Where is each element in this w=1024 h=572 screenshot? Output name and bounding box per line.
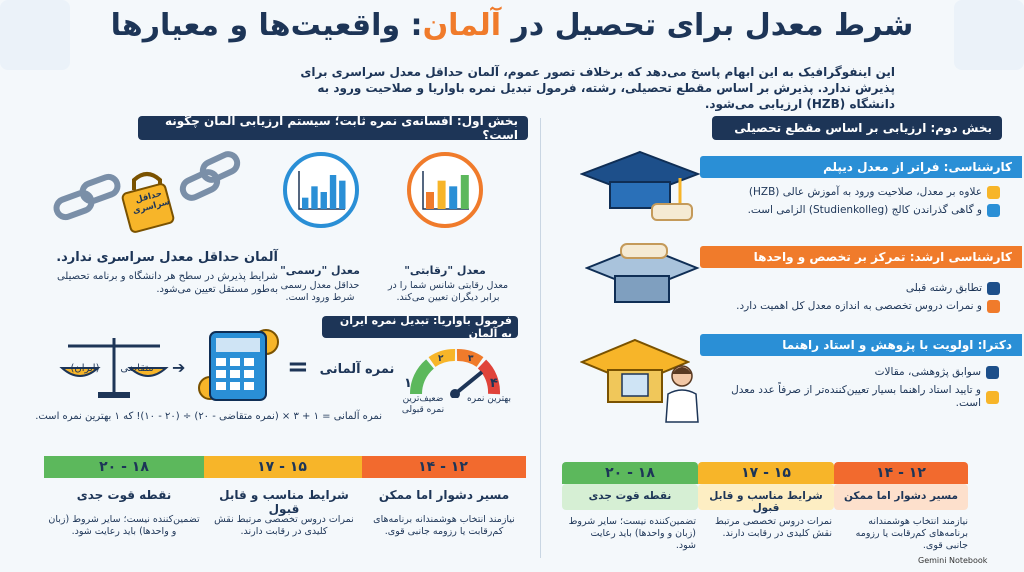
grade-desc-12-14: نیازمند انتخاب هوشمندانه برنامه‌های کم‌رقابت یا رزومه جانبی قوی. [373, 514, 515, 537]
master-band: کارشناسی ارشد: تمرکز بر تخصص و واحدها [700, 246, 1022, 268]
gauge-mark-3: ۳ [468, 354, 474, 364]
gauge-left-num: ۱ [404, 376, 412, 391]
competitive-grade-title: معدل "رقابتی" [404, 264, 486, 277]
chart-bar [330, 175, 336, 209]
grade-desc-15-17: نمرات دروس تخصصی مرتبط نقش کلیدی در رقابت دارند. [214, 514, 354, 537]
grade-title-12-14: مسیر دشوار اما ممکن [378, 488, 510, 502]
grade-bar-18-20-right: ۱۸ - ۲۰ [562, 462, 698, 484]
chart-bar [302, 198, 308, 209]
section2-header: بخش دوم: ارزیابی بر اساس مقطع تحصیلی [712, 116, 1002, 140]
chart-bar [426, 192, 434, 209]
grade-title-18-20-right: نقطه قوت جدی [588, 490, 672, 502]
formula-equation: نمره آلمانی = ۱ + ۳ × (نمره متقاضی - ۲۰) ÷ (۲۰ - ۱۰)! که ۱ بهترین نمره است. [35, 411, 382, 422]
grade-desc-18-20: تضمین‌کننده نیست؛ سایر شروط (زبان و واحدها) باید رعایت شود. [48, 514, 200, 537]
chart-bar [339, 181, 345, 209]
building-icon [987, 204, 1000, 217]
grade-desc-18-20-right: تضمین‌کننده نیست؛ سایر شروط (زبان و واحدها) باید رعایت شود. [568, 516, 696, 551]
section1-header: بخش اول: افسانه‌ی نمره ثابت؛ سیستم ارزیابی آلمان چگونه است؟ [138, 116, 528, 140]
grade-bar-15-17-right: ۱۵ - ۱۷ [698, 462, 834, 484]
competitive-grade-desc: معدل رقابتی شانس شما را در برابر دیگران تعیین می‌کند. [387, 280, 509, 303]
page-title: شرط معدل برای تحصیل در آلمان: واقعیت‌ها و معیارها [110, 8, 914, 43]
column-divider [540, 118, 541, 558]
chart-bar [321, 192, 327, 209]
gauge-mark-2: ۲ [438, 354, 444, 364]
master-bullet-1: تطابق رشته قبلی [700, 282, 1000, 295]
books-icon [987, 300, 1000, 313]
phd-bullet-1: سوابق پژوهشی، مقالات [714, 366, 999, 379]
master-bullet-2: و نمرات دروس تخصصی به اندازه معدل کل اهمیت دارد. [700, 300, 1000, 313]
grade-desc-15-17-right: نمرات دروس تخصصی مرتبط نقش کلیدی در رقابت دارند. [714, 516, 832, 539]
official-grade-title: معدل "رسمی" [280, 264, 360, 277]
no-minimum-desc: شرایط پذیرش در سطح هر دانشگاه و برنامه تحصیلی به‌طور مستقل تعیین می‌شود. [56, 271, 278, 295]
scientist-icon [660, 362, 705, 424]
grade-bar-15-17: ۱۵ - ۱۷ [202, 456, 362, 478]
gauge-right-num: ۴ [490, 376, 498, 391]
competitive-grade-chart [422, 170, 470, 210]
grade-bar-12-14: ۱۲ - ۱۴ [360, 456, 526, 478]
grade-desc-12-14-right: نیازمند انتخاب هوشمندانه برنامه‌های کم‌رقابت یا رزومه جانبی قوی. [855, 516, 968, 551]
bachelor-bullet-2: و گاهی گذراندن کالج (Studienkolleg) الزامی است. [700, 204, 1000, 217]
applicant-label: متقاضی [120, 363, 154, 374]
bachelor-bullet-1: علاوه بر معدل، صلاحیت ورود به آموزش عالی (HZB) [700, 186, 1000, 199]
no-minimum-title: آلمان حداقل معدل سراسری ندارد. [56, 250, 278, 265]
grade-title-18-20: نقطه قوت جدی [76, 488, 172, 502]
grade-bar-12-14-right: ۱۲ - ۱۴ [834, 462, 968, 484]
bachelor-band: کارشناسی: فراتر از معدل دیپلم [700, 156, 1022, 178]
graduation-cap-icon [580, 144, 700, 229]
german-grade-label: نمره آلمانی [319, 362, 395, 377]
grade-bar-18-20: ۱۸ - ۲۰ [44, 456, 204, 478]
gauge-worst-label: ضعیف‌ترین نمره قبولی [401, 394, 445, 415]
phd-bullet-2: و تایید استاد راهنما بسیار تعیین‌کننده‌تر از صرفاً عدد معدل است. [714, 384, 999, 410]
magnifier-icon [986, 366, 999, 379]
chart-bar [461, 175, 469, 209]
chart-bar [311, 186, 317, 209]
master-cap-scroll-icon [585, 236, 700, 326]
equals-sign: = [287, 352, 309, 382]
document-icon [986, 391, 999, 404]
grade-gauge-icon [408, 344, 502, 398]
chart-bar [449, 186, 457, 209]
grade-title-15-17: شرایط مناسب و قابل قبول [219, 488, 349, 516]
phd-band: دکترا: اولویت با پژوهش و استاد راهنما [700, 334, 1022, 356]
formula-header: فرمول باواریا: تبدیل نمره ایران به آلمان [322, 316, 518, 338]
grade-title-12-14-right: مسیر دشوار اما ممکن [843, 490, 959, 502]
official-grade-desc: حداقل معدل رسمی شرط ورود است. [280, 280, 360, 303]
chain-link-icon [987, 282, 1000, 295]
chart-bar [438, 181, 446, 209]
official-grade-chart [298, 170, 346, 210]
gauge-best-label: بهترین نمره [467, 394, 511, 404]
certificate-icon [987, 186, 1000, 199]
intro-paragraph: این اینفوگرافیک به این ابهام پاسخ می‌دهد که برخلاف تصور عموم، آلمان حداقل معدل سراسری برای پذیرش ندارد. پذیرش بر اساس مقطع تحصیلی، رشته، فرمول تبدیل نمره باواریا و صلاحیت ورود به دانشگاه (HZB) ارزیابی می‌شود. [300, 65, 895, 111]
arrow-icon: ➔ [172, 358, 186, 377]
iran-label: (ایران) [70, 363, 100, 374]
lock-label: حداقل سراسری [131, 188, 171, 217]
credit-label: Gemini Notebook [918, 556, 988, 565]
calculator-icon [196, 326, 280, 406]
grade-title-15-17-right: شرایط مناسب و قابل قبول [709, 490, 823, 514]
